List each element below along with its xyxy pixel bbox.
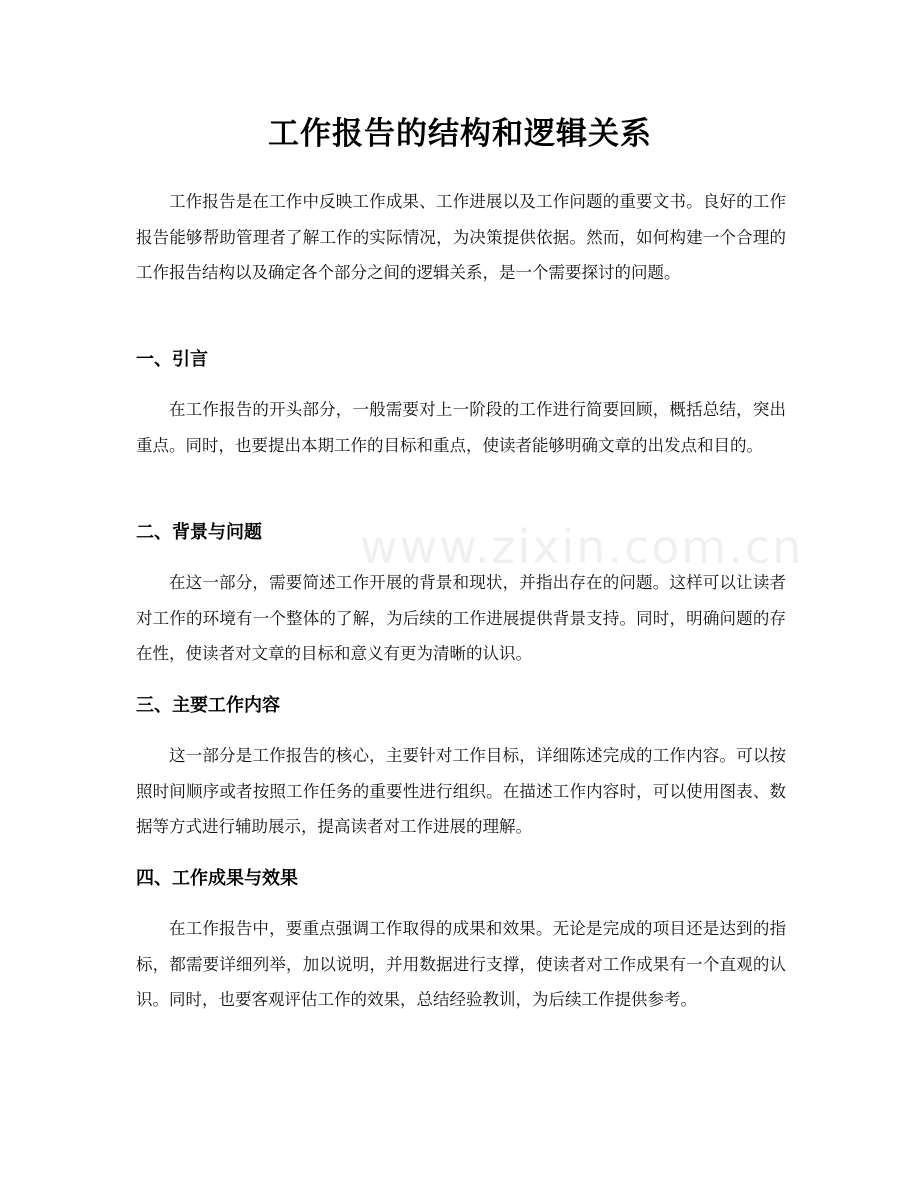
section-heading-1: 一、引言 bbox=[136, 349, 208, 370]
section-body-2: 在这一部分，需要简述工作开展的背景和现状，并指出存在的问题。这样可以让读者对工作的环境有一个整体的了解，为后续的工作进展提供背景支持。同时，明确问题的存在性，使读者对文章的目标和意义有更为清晰的认识。 bbox=[136, 573, 786, 663]
section-body-3: 这一部分是工作报告的核心，主要针对工作目标，详细陈述完成的工作内容。可以按照时间顺序或者按照工作任务的重要性进行组织。在描述工作内容时，可以使用图表、数据等方式进行辅助展示，提高读者对工作进展的理解。 bbox=[136, 746, 786, 836]
section-heading-4: 四、工作成果与效果 bbox=[136, 868, 298, 889]
section-body-4: 在工作报告中，要重点强调工作取得的成果和效果。无论是完成的项目还是达到的指标，都需要详细列举，加以说明，并用数据进行支撑，使读者对工作成果有一个直观的认识。同时，也要客观评估工作的效果，总结经验教训，为后续工作提供参考。 bbox=[136, 919, 786, 1009]
section-heading-3: 三、主要工作内容 bbox=[136, 695, 280, 716]
watermark: www.zixin.com.cn bbox=[360, 520, 804, 574]
section-body-1: 在工作报告的开头部分，一般需要对上一阶段的工作进行简要回顾，概括总结，突出重点。同时，也要提出本期工作的目标和重点，使读者能够明确文章的出发点和目的。 bbox=[136, 400, 786, 455]
document-title: 工作报告的结构和逻辑关系 bbox=[268, 116, 652, 152]
section-heading-2: 二、背景与问题 bbox=[136, 522, 262, 543]
intro-paragraph: 工作报告是在工作中反映工作成果、工作进展以及工作问题的重要文书。良好的工作报告能够帮助管理者了解工作的实际情况，为决策提供依据。然而，如何构建一个合理的工作报告结构以及确定各个部分之间的逻辑关系，是一个需要探讨的问题。 bbox=[136, 192, 786, 282]
